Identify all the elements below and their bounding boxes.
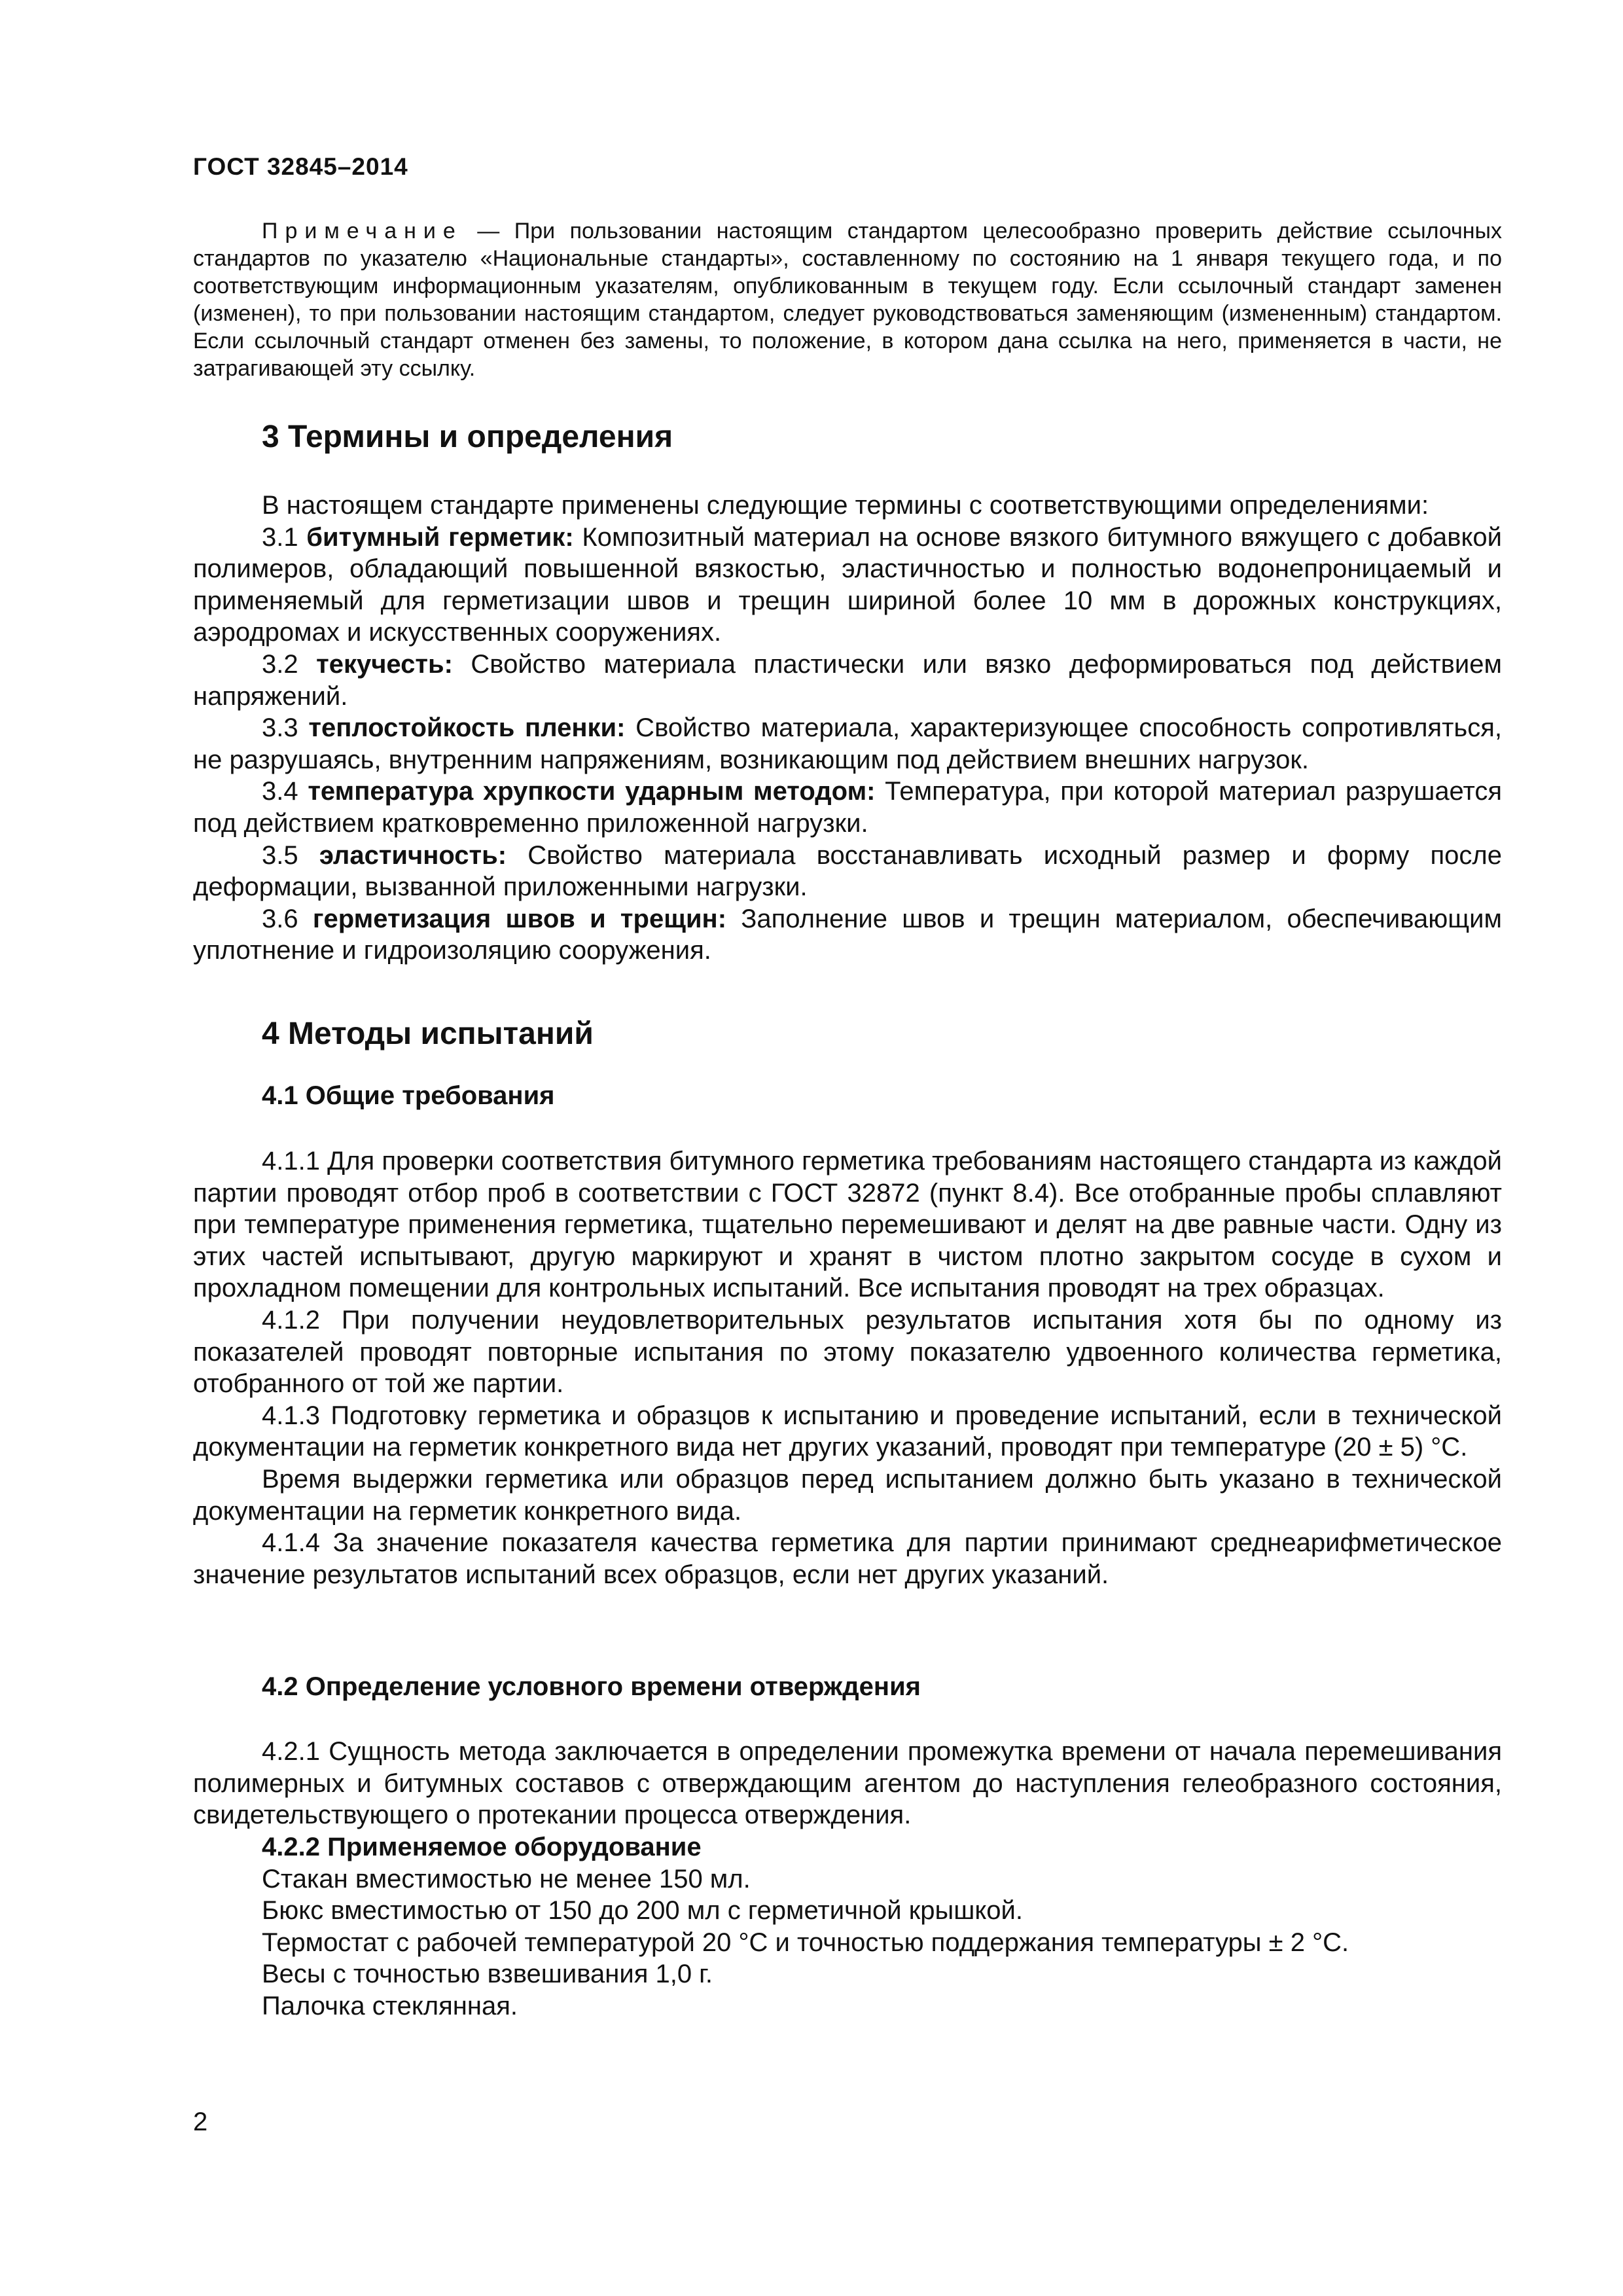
subsection-4-1-body xyxy=(193,1145,1502,1590)
section-3-intro: В настоящем стандарте применены следующие термины с соответствующими определениями: xyxy=(262,491,1429,520)
term-3-1: 3.1 битумный герметик: Композитный материал на основе вязкого битумного вяжущего с добавкой полимеров, обладающий повышенной вязкостью, эластичностью и полностью водонепроницаемый и применяемый для герметизации швов и трещин шириной более 10 мм в дорожных конструкциях, аэродромах и искусственных сооружениях. xyxy=(193,522,1503,647)
equipment-item: Бюкс вместимостью от 150 до 200 мл с герметичной крышкой. xyxy=(262,1896,1023,1926)
equipment-list xyxy=(262,1831,1349,2022)
para-4-1-1: 4.1.1 Для проверки соответствия битумного герметика требованиям настоящего стандарта из каждой партии проводят отбор проб в соответствии с ГОСТ 32872 (пункт 8.4). Все отобранные пробы сплавляют при температуре применения герметика, тщательно перемешивают и делят на две равные части. Одну из этих частей испытывают, другую маркируют и хранят в чистом плотно закрытом сосуде в сухом и прохладном помещении для контрольных испытаний. Все испытания проводят на трех образцах. xyxy=(193,1147,1502,1303)
subsection-4-2-body xyxy=(193,1736,1502,1831)
equipment-item: Палочка стеклянная. xyxy=(262,1991,518,2020)
section-3-title: 3 Термины и определения xyxy=(262,420,673,454)
note-text: — При пользовании настоящим стандартом целесообразно проверить действие ссылочных стандартов по указателю «Национальные стандарты», составленному по состоянию на 1 января текущего года, и по соответствующим информационным указателям, опубликованным в текущем году. Если ссылочный стандарт заменен (изменен), то при пользовании настоящим стандартом, следует руководствоваться заменяющим (измененным) стандартом. Если ссылочный стандарт отменен без замены, то положение, в котором дана ссылка на него, применяется в части, не затрагивающей эту ссылку. xyxy=(193,219,1502,381)
section-3-body xyxy=(193,490,1502,967)
equipment-item: Стакан вместимостью не менее 150 мл. xyxy=(262,1864,751,1893)
para-4-1-4: 4.1.4 За значение показателя качества герметика для партии принимают среднеарифметическое значение результатов испытаний всех образцов, если нет других указаний. xyxy=(193,1528,1502,1589)
equipment-title: 4.2.2 Применяемое оборудование xyxy=(262,1833,702,1861)
term-3-4: 3.4 температура хрупкости ударным методом: Температура, при которой материал разрушается под действием кратковременно приложенной нагрузки. xyxy=(193,777,1503,838)
term-3-3: 3.3 теплостойкость пленки: Свойство материала, характеризующее способность сопротивляться, не разрушаясь, внутренним напряжениям, возникающим под действием внешних нагрузок. xyxy=(193,713,1503,774)
term-3-2: 3.2 текучесть: Свойство материала пластически или вязко деформироваться под действием напряжений. xyxy=(193,649,1503,711)
para-4-1-3-note: Время выдержки герметика или образцов перед испытанием должно быть указано в технической документации на герметик конкретного вида. xyxy=(193,1464,1502,1526)
subsection-4-1-title: 4.1 Общие требования xyxy=(262,1081,555,1110)
para-4-1-3: 4.1.3 Подготовку герметика и образцов к испытанию и проведение испытаний, если в технической документации на герметик конкретного вида нет других указаний, проводят при температуре (20 ± 5) °С. xyxy=(193,1401,1502,1462)
subsection-4-2-title: 4.2 Определение условного времени отверждения xyxy=(262,1672,921,1701)
term-3-6: 3.6 герметизация швов и трещин: Заполнение швов и трещин материалом, обеспечивающим уплотнение и гидроизоляцию сооружения. xyxy=(193,904,1502,965)
document-header: ГОСТ 32845–2014 xyxy=(193,153,408,180)
term-3-5: 3.5 эластичность: Свойство материала восстанавливать исходный размер и форму после деформации, вызванной приложенными нагрузки. xyxy=(193,840,1503,902)
note-label: Примечание xyxy=(262,219,463,243)
equipment-item: Термостат с рабочей температурой 20 °С и точностью поддержания температуры ± 2 °С. xyxy=(262,1928,1349,1957)
para-4-2-1: 4.2.1 Сущность метода заключается в определении промежутка времени от начала перемешивания полимерных и битумных составов с отверждающим агентом до наступления гелеобразного состояния, свидетельствующего о протекании процесса отверждения. xyxy=(193,1737,1502,1830)
para-4-1-2: 4.1.2 При получении неудовлетворительных результатов испытания хотя бы по одному из показателей проводят повторные испытания по этому показателю удвоенного количества герметика, отобранного от той же партии. xyxy=(193,1305,1502,1399)
section-4-title: 4 Методы испытаний xyxy=(262,1016,594,1051)
page-number: 2 xyxy=(193,2108,208,2136)
note-paragraph xyxy=(193,217,1502,382)
equipment-item: Весы с точностью взвешивания 1,0 г. xyxy=(262,1960,713,1989)
